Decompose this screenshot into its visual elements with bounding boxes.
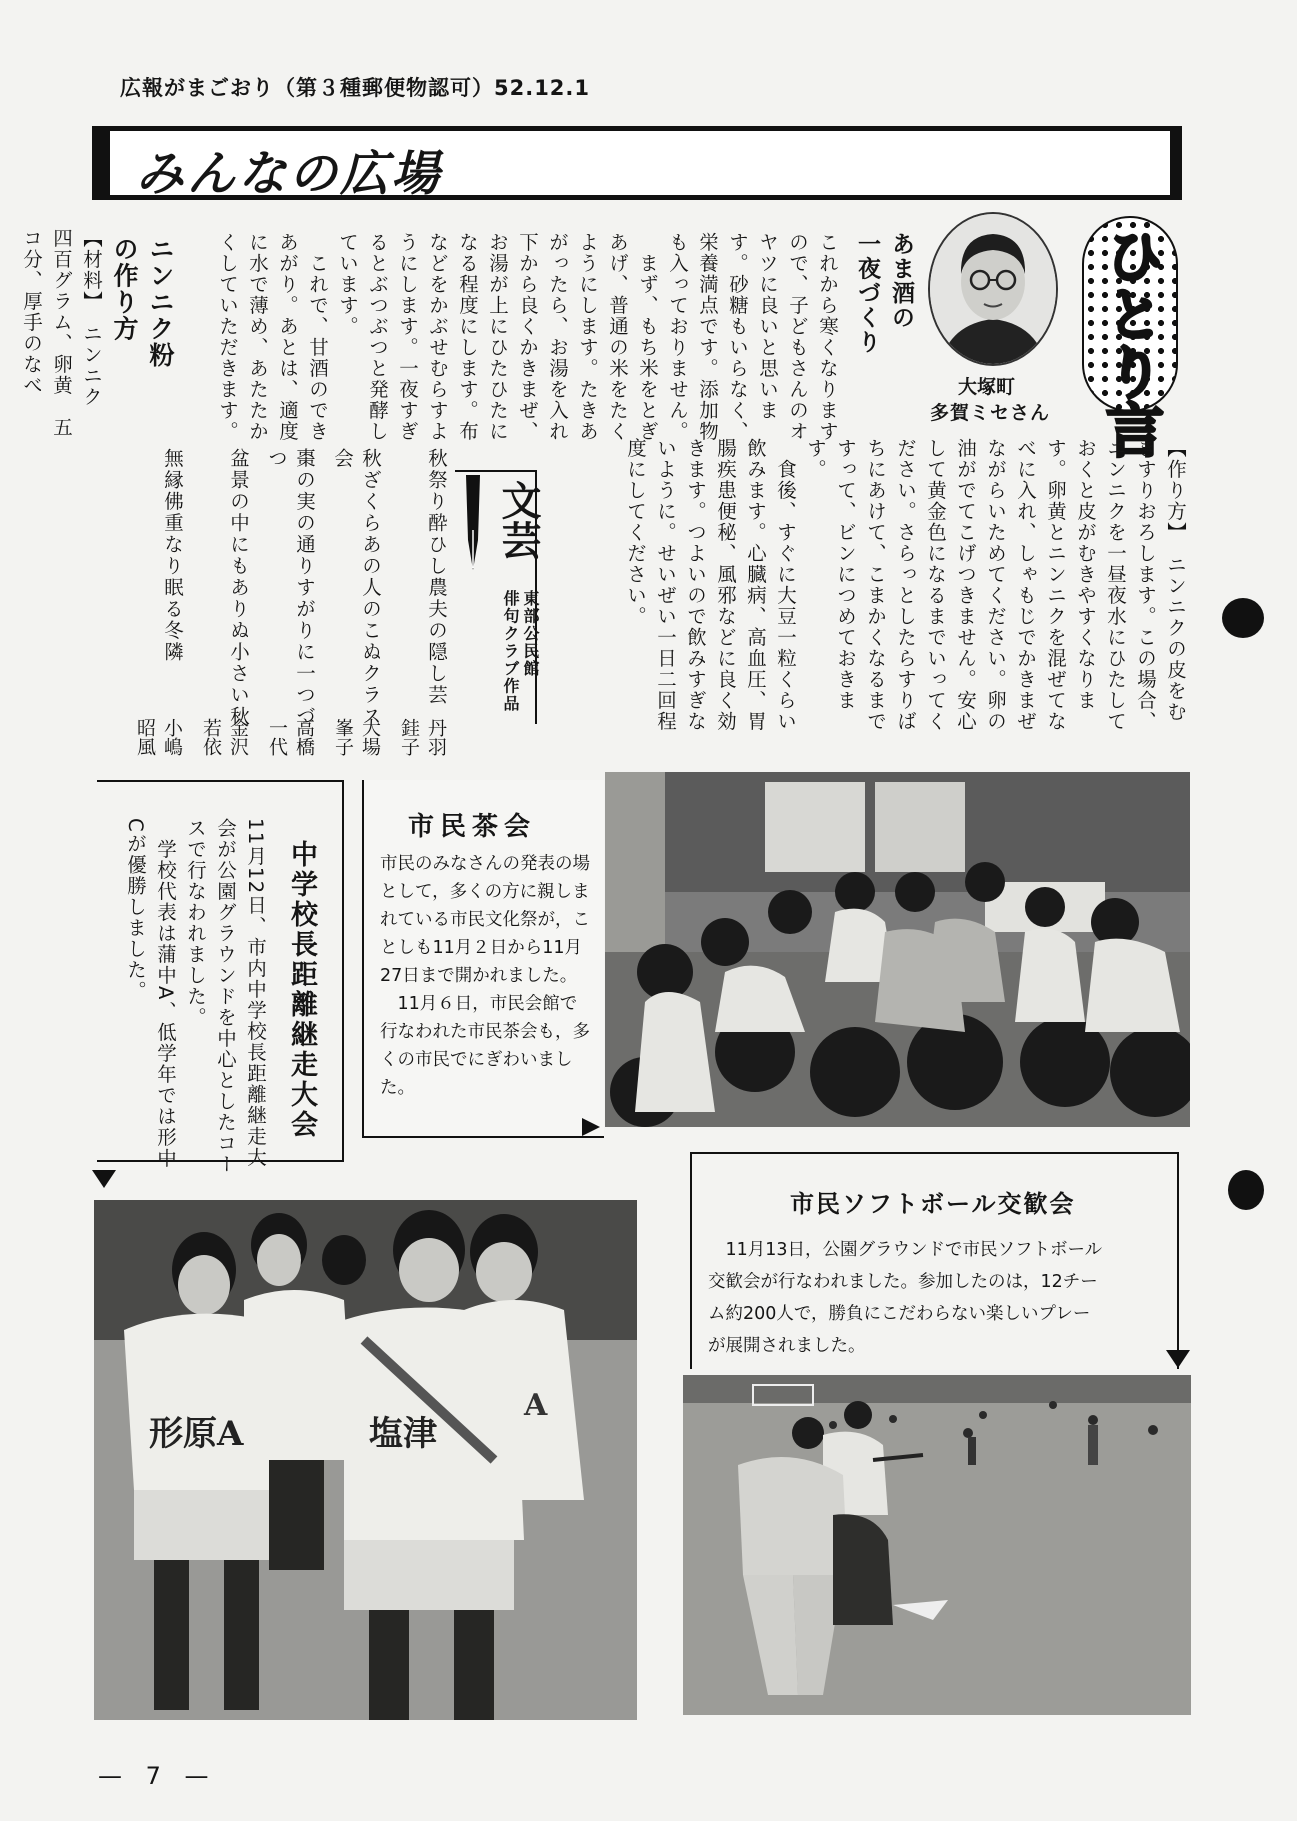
garlic-body: 【作り方】 ニンニクの皮をむきすりおろします。この場合、ニンニクを一昼夜水にひたしておくと皮がむきやすくなります。卵黄とニンニクを混ぜてなべに入れ、しゃもじでかきまぜながらいためてください。卵の油がでてこげつきません。安心して黄金色になるまでいってください。さらっとしたらすりばちにあけて、こまかくなるまですって、ビンにつめておきます。 食後、すぐに大豆一粒くらい飲みます。心臓病、高血圧、胃腸疾患便秘、風邪などに良く効きます。つよいので飲みすぎないように。せいぜい一日二回程度にしてください。	[624, 438, 1187, 732]
amazake-body: これから寒くなりますので、子どもさんのオヤツに良いと思います。砂糖もいらなく、栄養満点です。添加物も入っておりません。 まず、もち米をとぎあげ、普通の米をたくようにします。たきあがったら、お湯を入れ下から良くかきまぜ、お湯が上にひたひたになる程度にします。布などをかぶせむらすようにします。一夜すぎるとぶつぶつと発酵しています。 これで、甘酒のできあがり。あとは、適度に水で薄め、あたたかくしていただきます。	[216, 232, 839, 442]
haiku-item: 無縁佛重なり眠る冬隣	[161, 448, 184, 663]
section-banner	[92, 126, 1182, 200]
arrow-right-icon	[582, 1118, 600, 1136]
relay-title: 中学校長距離継走大会	[286, 840, 317, 1140]
tea-title: 市民茶会	[408, 812, 537, 842]
haiku-author: 丹羽 銈子	[398, 718, 447, 775]
garlic-ingredients-start: 【材料】 ニンニク 四百グラム、卵黄 五コ分、厚手のなべ	[20, 228, 103, 438]
haiku-author: 大場 峯子	[332, 718, 381, 775]
haiku-author: 金沢 若依	[200, 718, 249, 775]
haiku-list	[100, 448, 450, 775]
bungei-title: 文芸	[495, 480, 541, 560]
tea-ceremony-photo	[605, 772, 1190, 1127]
amazake-title: あま酒の 一夜づくり	[854, 232, 914, 355]
relay-race-photo	[94, 1200, 637, 1720]
section-title: みんなの広場	[136, 146, 443, 202]
publication-header: 広報がまごおり（第３種郵便物認可）52.12.1	[120, 76, 591, 100]
bungei-subtitle: 東部公民館 俳句クラブ作品	[501, 590, 540, 713]
bib-label: 塩津	[369, 1414, 437, 1454]
pen-nib-icon	[458, 470, 488, 580]
softball-photo	[683, 1375, 1191, 1715]
haiku-item: 盆景の中にもありぬ小さい秋	[227, 448, 250, 728]
haiku-author: 小嶋 昭風	[134, 718, 183, 775]
garlic-title: ニンニク粉 の作り方	[110, 236, 175, 369]
bib-label: 形原A	[149, 1414, 244, 1454]
haiku-item: 秋祭り酔ひし農夫の隠し芸	[425, 448, 448, 706]
author-place: 大塚町	[958, 376, 1016, 398]
haiku-item: 秋ざくらあの人のこぬクラス会	[331, 448, 382, 728]
softball-body: 11月13日，公園グラウンドで市民ソフトボール 交歓会が行なわれました。参加したのは，12チー ム約200人で，勝負にこだわらない楽しいプレー が展開されました。	[708, 1240, 1103, 1356]
ink-blot-mark	[1228, 1170, 1264, 1210]
softball-title: 市民ソフトボール交歓会	[790, 1190, 1076, 1218]
author-portrait-photo	[928, 212, 1058, 366]
page-number: — 7 —	[98, 1762, 217, 1790]
relay-body: 11月12日、市内中学校長距離継走大会が公園グラウンドを中心としたコースで行なわれました。 学校代表は蒲中A、低学年では形中Cが優勝しました。	[124, 818, 267, 1175]
haiku-author: 高橋 一代	[266, 718, 315, 775]
tea-body: 市民のみなさんの発表の場として，多くの方に親しまれている市民文化祭が，ことしも11月２日から11月27日まで開かれました。 11月６日，市民会館で行なわれた市民茶会も，多くの市民でにぎわいました。	[380, 854, 590, 1098]
arrow-down-icon	[1166, 1350, 1190, 1368]
hitori-badge-label: ひとり言	[1096, 226, 1164, 458]
haiku-item: 棗の実の通りすがりに一つづつ	[265, 448, 316, 728]
author-name: 多賀ミセさん	[930, 402, 1051, 424]
arrow-down-icon	[92, 1170, 116, 1188]
bib-label: A	[524, 1388, 548, 1423]
ink-blot-mark	[1222, 598, 1264, 638]
